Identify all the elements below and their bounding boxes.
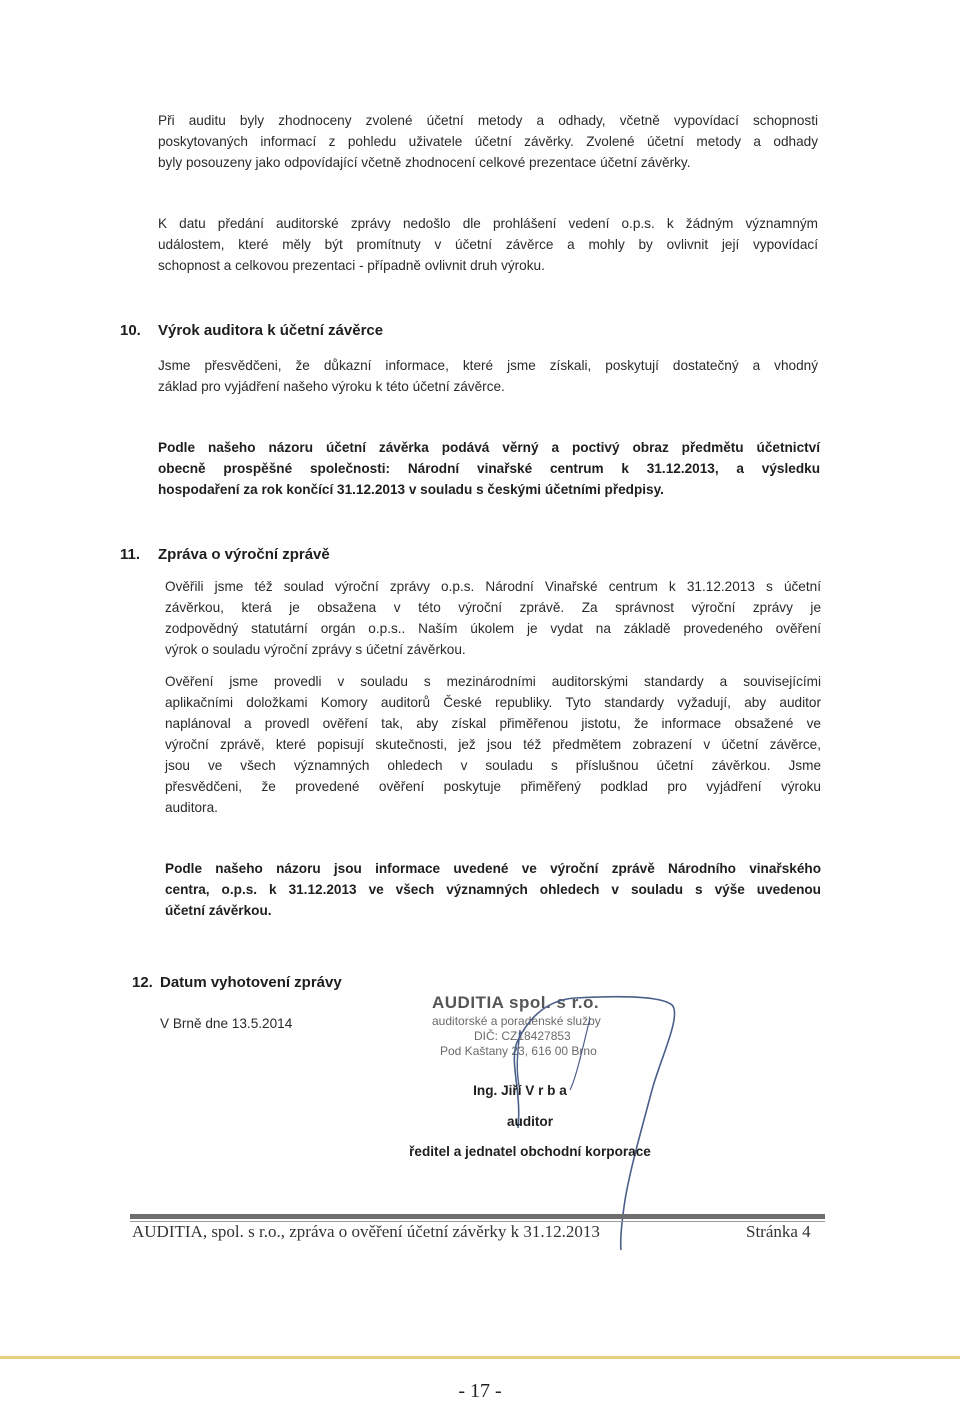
text-line: Ověřili jsme též soulad výroční zprávy o.p.s. Národní Vinařské centrum k 31.12.2013 s účetní (165, 579, 821, 594)
place-and-date: V Brně dne 13.5.2014 (160, 1016, 293, 1031)
text-line: jsou ve všech významných ohledech v souladu s příslušnou účetní závěrkou. Jsme (165, 758, 821, 773)
text-line: účetní závěrkou. (165, 903, 272, 918)
stamp-title: AUDITIA spol. s r.o. (432, 993, 600, 1012)
stamp-line: Pod Kaštany 23, 616 00 Brno (440, 1044, 597, 1058)
signatory-name: Ing. Jiří V r b a (473, 1083, 567, 1098)
gold-divider (0, 1356, 960, 1359)
text-line: hospodaření za rok končící 31.12.2013 v souladu s českými účetními předpisy. (158, 482, 664, 497)
text-line: výrok o souladu výroční zprávy s účetní závěrkou. (165, 642, 466, 657)
section-number: 11. (120, 546, 141, 563)
text-line: Při auditu byly zhodnoceny zvolené účetní metody a odhady, včetně vypovídací schopnosti (158, 113, 818, 128)
text-line: schopnost a celkovou prezentaci - případně ovlivnit druh výroku. (158, 258, 545, 273)
text-line: obecně prospěšné společnosti: Národní vinařské centrum k 31.12.2013, a výsledku (158, 461, 820, 476)
text-line: aplikačními doložkami Komory auditorů České republiky. Tyto standardy vyžadují, aby auditor (165, 695, 821, 710)
section-10-heading (120, 322, 383, 339)
section-number: 12. (132, 974, 153, 991)
text-line: závěrkou, která je obsažena v této výroční zprávě. Za správnost výroční zprávy je (165, 600, 821, 615)
footer-left: AUDITIA, spol. s r.o., zpráva o ověření účetní závěrky k 31.12.2013 (132, 1222, 600, 1241)
signatory-role: auditor (506, 1114, 554, 1129)
footer-page: Stránka 4 (746, 1222, 811, 1241)
text-line: událostem, které měly být promítnuty v účetní závěrce a mohly by ovlivnit její vypovídací (158, 237, 818, 252)
section-title: Výrok auditora k účetní závěrce (158, 322, 384, 339)
section-11-paragraph-2 (165, 671, 821, 818)
intro-paragraph-1 (158, 110, 818, 173)
text-line: Ověření jsme provedli v souladu s mezinárodními auditorskými standardy a souvisejícími (165, 674, 821, 689)
text-line: základ pro vyjádření našeho výroku k této účetní závěrce. (158, 379, 505, 394)
text-line: centra, o.p.s. k 31.12.2013 ve všech významných ohledech v souladu s výše uvedenou (165, 882, 821, 897)
stamp-line: DIČ: CZ18427853 (474, 1029, 571, 1043)
text-line: přesvědčeni, že provedené ověření poskytuje přiměřený podklad pro vyjádření výroku (165, 779, 821, 794)
page-number: - 17 - (458, 1380, 502, 1402)
text-line: poskytovaných informací z pohledu uživatele účetní závěrky. Zvolené účetní metody a odhady (158, 134, 818, 149)
text-line: K datu předání auditorské zprávy nedošlo dle prohlášení vedení o.p.s. k žádným významným (158, 216, 818, 231)
section-10-opinion (158, 437, 820, 500)
section-11-heading (120, 546, 330, 563)
text-line: byly posouzeny jako odpovídající včetně zhodnocení celkové prezentace účetní závěrky. (158, 155, 691, 170)
text-line: výroční zprávě, které popisují skutečnosti, jež jsou též předmětem zobrazení v účetní závěrce, (165, 737, 821, 752)
section-11-paragraph-1 (165, 576, 821, 660)
stamp-line: auditorské a poradenské služby (432, 1014, 601, 1028)
intro-paragraph-2 (158, 213, 818, 276)
signatory-position: ředitel a jednatel obchodní korporace (409, 1144, 651, 1159)
section-title: Zpráva o výroční zprávě (158, 546, 330, 563)
text-line: Podle našeho názoru jsou informace uvedené ve výroční zprávě Národního vinařského (165, 861, 821, 876)
footer-rule (130, 1214, 825, 1219)
section-12-heading (132, 974, 342, 991)
text-line: Jsme přesvědčeni, že důkazní informace, které jsme získali, poskytují dostatečný a vhodný (158, 358, 818, 373)
section-title: Datum vyhotovení zprávy (160, 974, 342, 991)
text-line: Podle našeho názoru účetní závěrka podává věrný a poctivý obraz předmětu účetnictví (158, 440, 820, 455)
section-number: 10. (120, 322, 141, 339)
text-line: auditora. (165, 800, 218, 815)
company-stamp (432, 992, 642, 1059)
section-11-opinion (165, 858, 821, 921)
text-line: zodpovědný statutární orgán o.p.s.. Naším úkolem je vydat na základě provedeného ověření (165, 621, 821, 636)
text-line: naplánoval a provedl ověření tak, aby získal přiměřenou jistotu, že informace obsažené ve (165, 716, 821, 731)
section-10-paragraph-1 (158, 355, 818, 397)
